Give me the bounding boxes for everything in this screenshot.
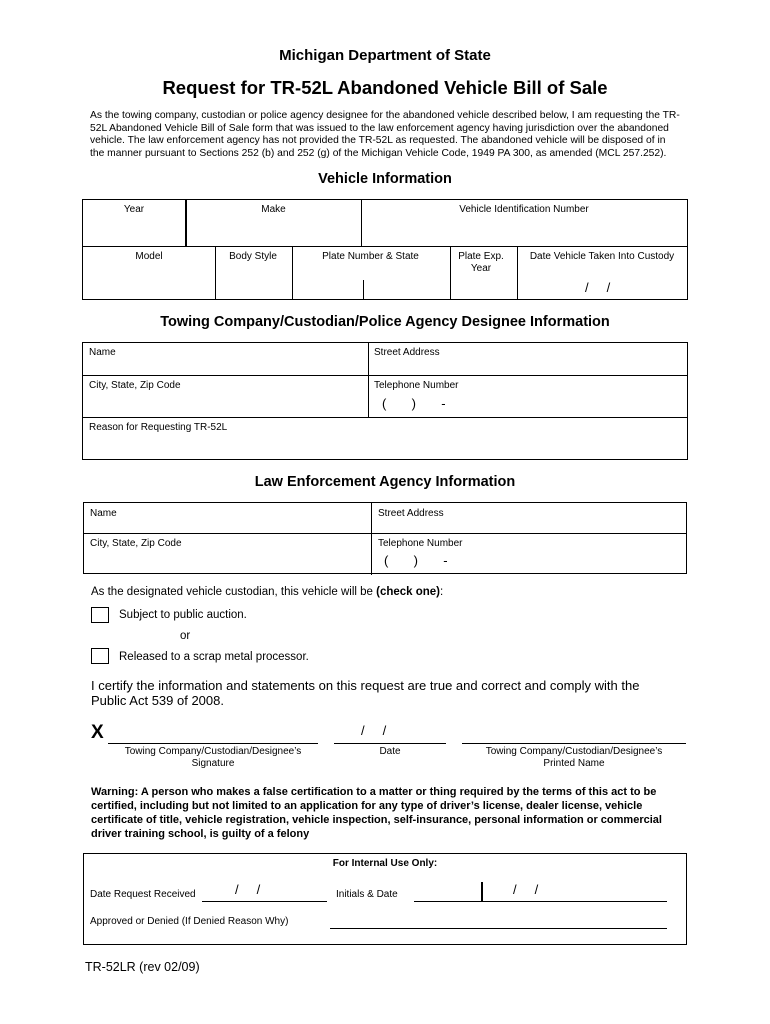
form-title: Request for TR-52L Abandoned Vehicle Bill of Sale xyxy=(162,77,608,98)
towing-city-field[interactable]: City, State, Zip Code xyxy=(89,380,181,391)
signature-date-line[interactable] xyxy=(334,743,446,744)
signature-x-mark: X xyxy=(91,722,104,743)
towing-street-field[interactable]: Street Address xyxy=(374,347,440,358)
internal-heading: For Internal Use Only: xyxy=(332,858,438,869)
vehicle-plate-exp-field[interactable]: Plate Exp. Year xyxy=(458,251,504,274)
or-label: or xyxy=(180,630,191,642)
date-received-slashes: / / xyxy=(235,882,261,897)
initials-divider xyxy=(481,882,483,901)
printed-name-label: Towing Company/Custodian/Designee’s Printed Name xyxy=(485,746,663,769)
initials-date-slashes: / / xyxy=(513,882,539,897)
law-name-field[interactable]: Name xyxy=(90,508,117,519)
towing-phone-format: ( ) - xyxy=(382,396,446,411)
signature-line[interactable] xyxy=(108,743,318,744)
vehicle-vin-field[interactable]: Vehicle Identification Number xyxy=(459,204,589,215)
law-city-field[interactable]: City, State, Zip Code xyxy=(90,538,182,549)
towing-phone-field[interactable]: Telephone Number xyxy=(374,380,459,391)
form-id: TR-52LR (rev 02/09) xyxy=(85,960,200,974)
initials-date-line[interactable] xyxy=(414,901,667,902)
vehicle-date-taken-field[interactable]: Date Vehicle Taken Into Custody xyxy=(529,251,675,262)
intro-paragraph: As the towing company, custodian or police agency designee for the abandoned vehicle described below, I am requesting the TR-52L Abandoned Vehicle Bill of Sale form that was issued to the law enforcement agency having jurisdiction over the abandoned vehicle. The law enforcement agency has not provided the TR-52L as requested. The abandoned vehicle will be disposed of in the manner pursuant to Sections 252 (b) and 252 (g) of the Michigan Vehicle Code, 1949 PA 300, as amended (MCL 257.252). xyxy=(90,110,680,159)
law-street-field[interactable]: Street Address xyxy=(378,508,444,519)
date-label: Date xyxy=(379,746,401,757)
law-phone-field[interactable]: Telephone Number xyxy=(378,538,463,549)
signature-label: Towing Company/Custodian/Designee’s Signature xyxy=(124,746,302,769)
date-received-line[interactable] xyxy=(202,901,327,902)
vehicle-year-field[interactable]: Year xyxy=(123,204,145,215)
vehicle-heading: Vehicle Information xyxy=(318,171,452,187)
disposal-prompt: As the designated vehicle custodian, this vehicle will be (check one): xyxy=(91,586,444,598)
initials-date-label: Initials & Date xyxy=(336,889,398,900)
law-phone-format: ( ) - xyxy=(384,553,448,568)
auction-checkbox[interactable] xyxy=(91,607,109,623)
vehicle-plate-field[interactable]: Plate Number & State xyxy=(322,251,419,262)
vehicle-make-field[interactable]: Make xyxy=(261,204,286,215)
vehicle-model-field[interactable]: Model xyxy=(135,251,163,262)
agency-name: Michigan Department of State xyxy=(279,47,491,64)
towing-heading: Towing Company/Custodian/Police Agency Designee Information xyxy=(160,314,610,330)
scrap-checkbox[interactable] xyxy=(91,648,109,664)
printed-name-line[interactable] xyxy=(462,743,686,744)
approved-denied-label: Approved or Denied (If Denied Reason Why) xyxy=(90,916,289,927)
law-heading: Law Enforcement Agency Information xyxy=(254,474,516,490)
date-received-label: Date Request Received xyxy=(90,889,196,900)
auction-label: Subject to public auction. xyxy=(119,609,247,621)
certify-statement: I certify the information and statements on this request are true and correct and comply with the Public Act 539 of 2008. xyxy=(91,678,640,708)
approved-denied-line[interactable] xyxy=(330,928,667,929)
vehicle-date-slashes: / / xyxy=(585,280,611,295)
vehicle-body-style-field[interactable]: Body Style xyxy=(229,251,277,262)
signature-date-slashes: / / xyxy=(361,723,387,738)
scrap-label: Released to a scrap metal processor. xyxy=(119,651,309,663)
towing-name-field[interactable]: Name xyxy=(89,347,116,358)
warning-text: Warning: A person who makes a false certification to a matter or thing required by the terms of this act to be certified, including but not limited to an application for any type of driver’s license, dealer license, vehicle certificate of title, vehicle registration, vehicle inspection, self-insurance, personal information or commercial driver training school, is guilty of a felony xyxy=(91,786,662,840)
towing-reason-field[interactable]: Reason for Requesting TR-52L xyxy=(89,422,228,433)
